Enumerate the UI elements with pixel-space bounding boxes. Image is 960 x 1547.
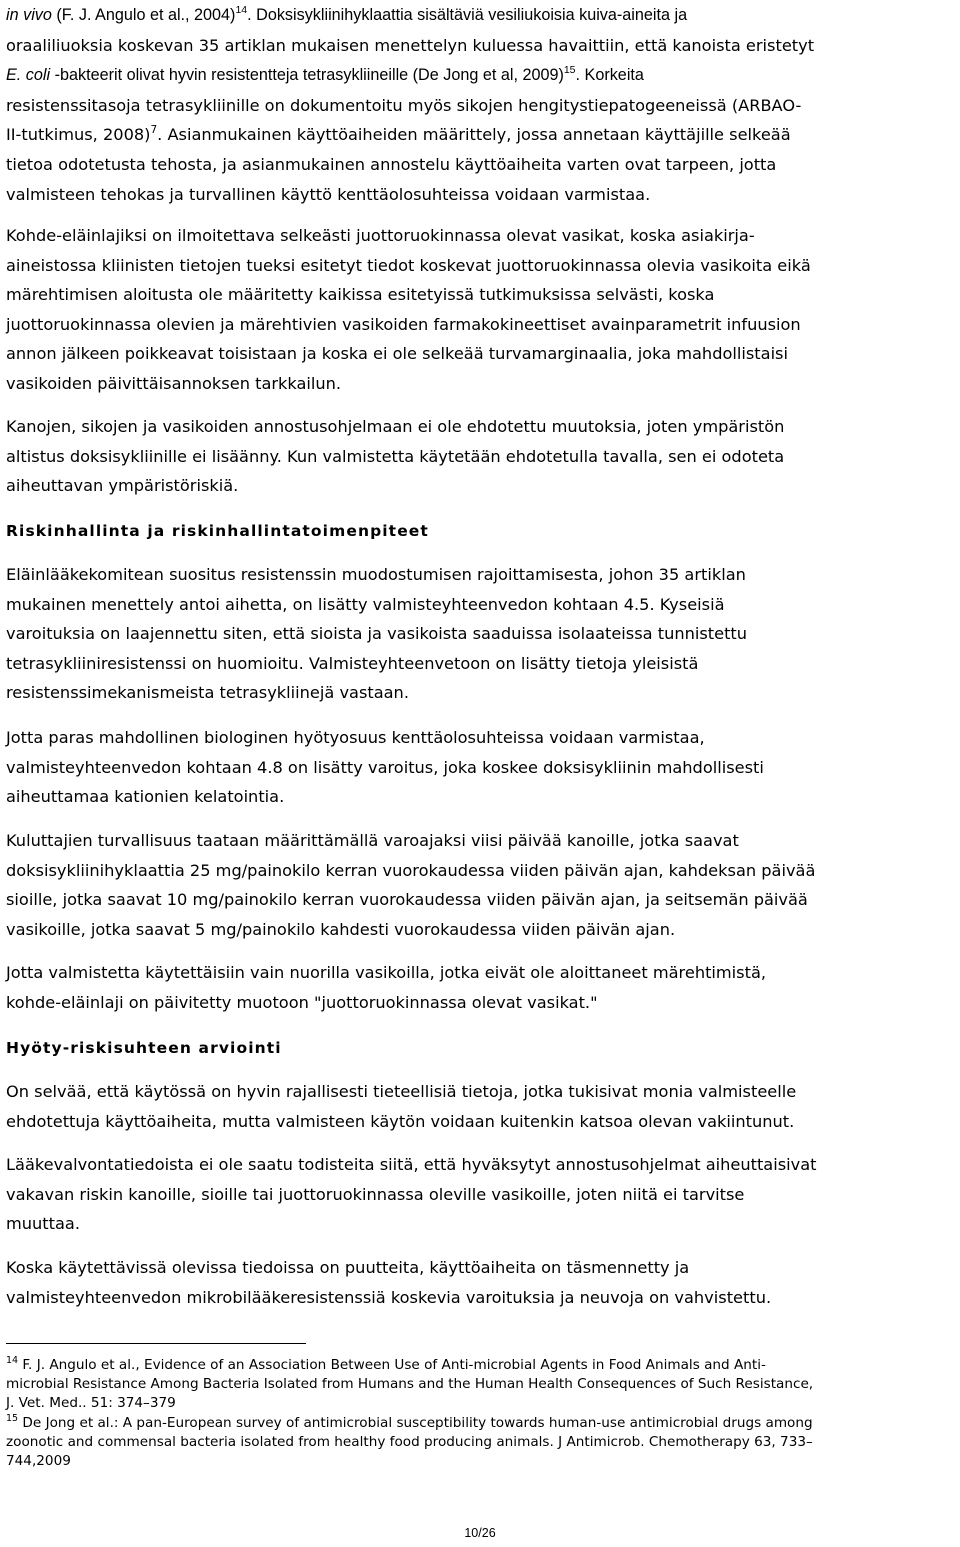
text-line: tetrasykliiniresistenssi on huomioitu. Valmisteyhteenvetoon on lisätty tietoja yleisistä bbox=[6, 653, 699, 673]
footnote-ref[interactable]: 7 bbox=[150, 124, 158, 137]
text-line bbox=[6, 0, 954, 31]
paragraph-withdrawal-periods bbox=[6, 826, 954, 944]
text-line bbox=[6, 120, 954, 150]
footnote-14 bbox=[6, 1356, 954, 1414]
text-line: vasikoille, jotka saavat 5 mg/painokilo kahdesti vuorokaudessa viiden päivän ajan. bbox=[6, 919, 676, 939]
footnote-number: 14 bbox=[6, 1355, 19, 1366]
text-line: resistenssitasoja tetrasykliinille on dokumentoitu myös sikojen hengitystiepatogeeneissä (ARBAO- bbox=[6, 95, 802, 115]
footnote-15 bbox=[6, 1414, 954, 1472]
footnote-line bbox=[6, 1356, 954, 1375]
text-segment: . Asianmukainen käyttöaiheiden määrittely, jossa annetaan käyttäjille selkeää bbox=[157, 125, 791, 145]
paragraph-bioavailability bbox=[6, 723, 954, 812]
text-line: sioille, jotka saavat 10 mg/painokilo kerran vuorokaudessa viiden päivän ajan, ja seitsemän päivää bbox=[6, 890, 808, 910]
text-line: oraaliliuoksia koskevan 35 artiklan mukaisen menettelyn kuluessa havaittiin, että kanoista eristetyt bbox=[6, 35, 815, 55]
text-segment: . Korkeita bbox=[575, 66, 644, 85]
text-line: Lääkevalvontatiedoista ei ole saatu todisteita siitä, että hyväksytyt annostusohjelmat aiheuttaisivat bbox=[6, 1155, 817, 1174]
paragraph-environment bbox=[6, 412, 954, 501]
citation-text: (F. J. Angulo et al., 2004) bbox=[51, 6, 236, 24]
paragraph-conclusion bbox=[6, 1253, 954, 1312]
text-line: valmisteen tehokas ja turvallinen käyttö kenttäolosuhteissa voidaan varmistaa. bbox=[6, 184, 651, 204]
page-number: 10/26 bbox=[464, 1526, 496, 1540]
footnote-text: F. J. Angulo et al., Evidence of an Association Between Use of Anti-microbial Agents in Food Animals and Anti- bbox=[18, 1357, 766, 1373]
footnote-line bbox=[6, 1414, 954, 1433]
text-line: valmisteyhteenvedon kohtaan 4.8 on lisätty varoitus, joka koskee doksisykliinin mahdollisesti bbox=[6, 757, 764, 777]
paragraph-target-species bbox=[6, 221, 954, 399]
text-segment: . Doksisykliinihyklaattia sisältäviä vesiliukoisia kuiva-aineita ja bbox=[247, 6, 688, 24]
text-line: muuttaa. bbox=[6, 1214, 80, 1234]
text-line: vakavan riskin kanoille, sioille tai juottoruokinnassa oleville vasikoille, joten niitä ei tarvitse bbox=[6, 1184, 745, 1204]
text-line: valmisteyhteenvedon mikrobilääkeresistenssiä koskevia varoituksia ja neuvoja on vahvistettu. bbox=[6, 1287, 772, 1307]
text-line: aiheuttamaa kationien kelatointia. bbox=[6, 787, 285, 807]
text-segment: -bakteerit olivat hyvin resistentteja tetrasykliineille (De Jong et al, 2009) bbox=[50, 66, 564, 85]
text-line: kohde-eläinlaji on päivitetty muotoon "juottoruokinnassa olevat vasikat." bbox=[6, 992, 598, 1012]
text-line: ehdotettuja käyttöaiheita, mutta valmisteen käytön voidaan kuitenkin katsoa olevan vakiintunut. bbox=[6, 1111, 795, 1131]
text-line: doksisykliinihyklaattia 25 mg/painokilo kerran vuorokaudessa viiden päivän ajan, kahdeksan päivää bbox=[6, 860, 816, 880]
footnote-ref[interactable]: 15 bbox=[563, 64, 576, 77]
italic-term: E. coli bbox=[6, 66, 51, 85]
text-line: Kohde-eläinlajiksi on ilmoitettava selkeästi juottoruokinnassa olevat vasikat, koska asiakirja- bbox=[6, 226, 755, 245]
italic-term: in vivo bbox=[6, 6, 52, 24]
text-line: varoituksia on laajennettu siten, että sioista ja vasikoista saaduissa isolaateissa tunnistettu bbox=[6, 624, 748, 644]
footnote-line: J. Vet. Med.. 51: 374–379 bbox=[6, 1395, 176, 1412]
footnote-separator bbox=[6, 1343, 306, 1344]
footnote-line: microbial Resistance Among Bacteria Isolated from Humans and the Human Health Consequences of Such Resistance, bbox=[6, 1376, 814, 1393]
text-line: Eläinlääkekomitean suositus resistenssin muodostumisen rajoittamisesta, johon 35 artiklan bbox=[6, 565, 746, 584]
section-heading-benefit-risk: Hyöty-riskisuhteen arviointi bbox=[6, 1039, 282, 1057]
text-segment: II-tutkimus, 2008) bbox=[6, 125, 151, 145]
text-line: tietoa odotetusta tehosta, ja asianmukainen annostelu käyttöaiheita varten ovat tarpeen, jotta bbox=[6, 154, 777, 174]
paragraph-limited-data bbox=[6, 1077, 954, 1136]
paragraph-committee-recommendation bbox=[6, 560, 954, 708]
paragraph-pharmacovigilance bbox=[6, 1150, 954, 1239]
paragraph-resistance-intro bbox=[6, 0, 954, 209]
text-line: märehtimisen aloitusta ole määritetty kaikissa esitetyissä tutkimuksissa selvästi, koska bbox=[6, 285, 715, 305]
footnote-number: 15 bbox=[6, 1413, 19, 1424]
footnote-line: zoonotic and commensal bacteria isolated from healthy food producing animals. J Antimicrob. Chemotherapy 63, 733– bbox=[6, 1434, 813, 1451]
text-line bbox=[6, 60, 954, 91]
text-line: annon jälkeen poikkeavat toisistaan ja koska ei ole selkeää turvamarginaalia, joka mahdollistaisi bbox=[6, 344, 788, 364]
text-line: aiheuttavan ympäristöriskiä. bbox=[6, 476, 239, 496]
text-line: altistus doksisykliinille ei lisäänny. Kun valmistetta käytetään ehdotetulla tavalla, sen ei odoteta bbox=[6, 446, 785, 466]
section-heading-risk-management: Riskinhallinta ja riskinhallintatoimenpiteet bbox=[6, 522, 429, 540]
text-line: On selvää, että käytössä on hyvin rajallisesti tieteellisiä tietoja, jotka tukisivat monia valmisteelle bbox=[6, 1082, 797, 1101]
paragraph-young-calves bbox=[6, 958, 954, 1017]
text-line: juottoruokinnassa olevien ja märehtivien vasikoiden farmakokineettiset avainparametrit infuusion bbox=[6, 314, 801, 334]
footnote-text: De Jong et al.: A pan-European survey of antimicrobial susceptibility towards human-use antimicrobial drugs among bbox=[18, 1415, 813, 1431]
footnote-ref[interactable]: 14 bbox=[235, 4, 248, 16]
footnote-line: 744,2009 bbox=[6, 1453, 71, 1470]
text-line: mukainen menettely antoi aihetta, on lisätty valmisteyhteenvedon kohtaan 4.5. Kyseisiä bbox=[6, 594, 725, 614]
text-line: Jotta paras mahdollinen biologinen hyötyosuus kenttäolosuhteissa voidaan varmistaa, bbox=[6, 728, 705, 747]
text-line: aineistossa kliinisten tietojen tueksi esitetyt tiedot koskevat juottoruokinnassa olevia vasikoita eikä bbox=[6, 255, 811, 275]
text-line: Kanojen, sikojen ja vasikoiden annostusohjelmaan ei ole ehdotettu muutoksia, joten ympäristön bbox=[6, 417, 785, 436]
text-line: Jotta valmistetta käytettäisiin vain nuorilla vasikoilla, jotka eivät ole aloittaneet märehtimistä, bbox=[6, 963, 767, 982]
text-line: resistenssimekanismeista tetrasykliinejä vastaan. bbox=[6, 683, 409, 703]
text-line: vasikoiden päivittäisannoksen tarkkailun. bbox=[6, 373, 342, 393]
text-line: Koska käytettävissä olevissa tiedoissa on puutteita, käyttöaiheita on täsmennetty ja bbox=[6, 1258, 690, 1277]
text-line: Kuluttajien turvallisuus taataan määrittämällä varoajaksi viisi päivää kanoille, jotka saavat bbox=[6, 831, 739, 850]
